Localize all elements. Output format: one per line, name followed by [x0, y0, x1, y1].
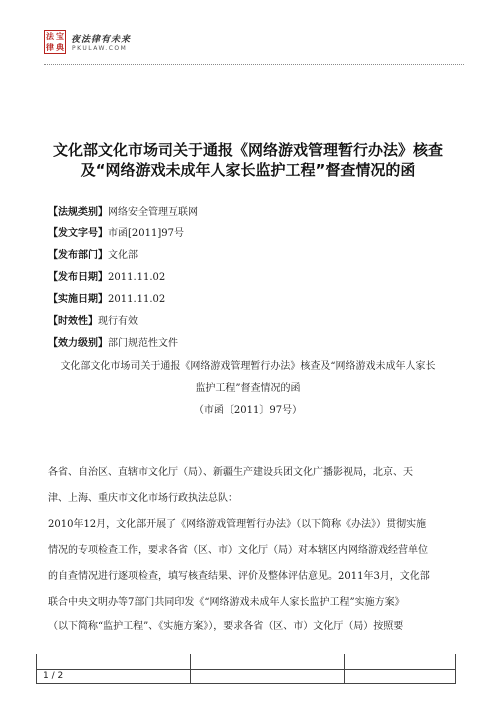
meta-value: 部门规范性文件 [108, 338, 178, 349]
meta-value: 市函[2011]97号 [108, 228, 184, 239]
meta-key: 【发布部门】 [48, 250, 108, 261]
meta-level [48, 337, 468, 351]
meta-value: 文化部 [108, 250, 138, 261]
meta-value: 现行有效 [98, 316, 138, 327]
brand-slogan: 夜法律有未来 [71, 35, 132, 45]
meta-key: 【实施日期】 [48, 294, 108, 305]
body-line: （以下简称“监护工程”、《实施方案》），要求各省（区、市）文化厅（局）按照要 [48, 621, 404, 632]
meta-effective-date [48, 293, 468, 307]
meta-validity [48, 315, 468, 329]
meta-key: 【发布日期】 [48, 272, 108, 283]
table-border [455, 654, 456, 669]
meta-value: 2011.11.02 [108, 294, 166, 305]
page-number: 1 / 2 [37, 670, 191, 683]
table-border [36, 654, 37, 669]
title-line-2: 及“网络游戏未成年人家长监护工程”督查情况的函 [80, 161, 416, 179]
body-line: 各省、自治区、直辖市文化厅（局）、新疆生产建设兵团文化广播影视局，北京、天 [48, 467, 413, 478]
meta-issue-date [48, 271, 468, 285]
meta-value: 网络安全管理互联网 [108, 207, 198, 218]
table-border [344, 654, 345, 669]
footer-cell [345, 670, 455, 683]
logo-char: 法 [46, 32, 54, 41]
footer-table [36, 669, 456, 684]
document-title [30, 140, 466, 180]
meta-key: 【法规类别】 [48, 207, 108, 218]
pkulaw-logo [44, 30, 66, 54]
body-line: 的自查情况进行逐项检查，填写核查结果、评价及整体评估意见。2011年3月，文化部 [48, 571, 430, 582]
logo-char: 宝 [56, 32, 64, 41]
meta-key: 【效力级别】 [48, 338, 108, 349]
site-header [44, 30, 464, 70]
footer-cell [191, 670, 345, 683]
meta-category [48, 206, 468, 220]
doc-number-line: （市函〔2011〕97号） [193, 405, 303, 416]
brand-url: PKULAW.COM [72, 45, 128, 52]
body-line: 联合中央文明办等7部门共同印发《“网络游戏未成年人家长监护工程”实施方案》 [48, 597, 405, 608]
table-border [190, 654, 191, 669]
footer-table-upper [36, 654, 456, 669]
body-line: 津、上海、重庆市文化市场行政执法总队： [48, 493, 238, 504]
meta-doc-number [48, 227, 468, 241]
logo-char: 典 [56, 43, 64, 52]
header-divider [44, 64, 464, 65]
logo-char: 律 [46, 43, 54, 52]
body-line: 情况的专项检查工作，要求各省（区、市）文化厅（局）对本辖区内网络游戏经营单位 [48, 545, 428, 556]
meta-key: 【发文字号】 [48, 228, 108, 239]
body-line: 2010年12月，文化部开展了《网络游戏管理暂行办法》（以下简称《办法》）贯彻实施 [48, 519, 427, 530]
meta-issuer [48, 249, 468, 263]
doc-heading-line-1: 文化部文化市场司关于通报《网络游戏管理暂行办法》核查及“网络游戏未成年人家长 [60, 361, 436, 372]
title-line-1: 文化部文化市场司关于通报《网络游戏管理暂行办法》核查 [52, 141, 443, 159]
meta-key: 【时效性】 [48, 316, 98, 327]
doc-heading-line-2: 监护工程”督查情况的函 [195, 383, 301, 394]
meta-value: 2011.11.02 [108, 272, 166, 283]
